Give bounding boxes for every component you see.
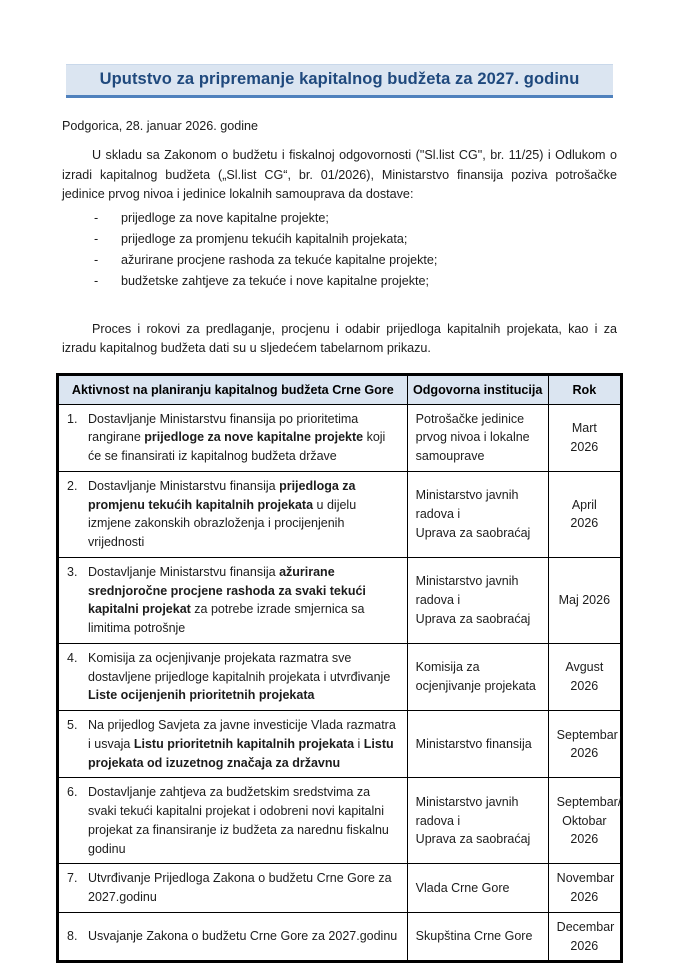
bullet-dash: - — [94, 273, 99, 288]
activity-segment: u dijelu izmjene zakonskih obrazloženja i procijenjenih vrijednosti — [88, 497, 357, 550]
activity-bold-segment: Listu projekata od izuzetnog značaja za državnu — [88, 736, 394, 770]
schedule-table-body — [58, 404, 622, 962]
activity-segment: Na prijedlog Savjeta za javne investicije Vlada razmatra i usvaja — [88, 718, 396, 751]
institution-cell: Ministarstvo javnih radova i Uprava za saobraćaj — [407, 778, 548, 864]
activity-wrap — [67, 649, 399, 705]
activity-wrap — [67, 716, 399, 772]
activity-cell — [58, 557, 408, 643]
row-number: 6. — [67, 785, 78, 800]
activity-segment: Utvrđivanje Prijedloga Zakona o budžetu Crne Gore za 2027.godinu — [88, 871, 392, 905]
deadline-cell: Novembar 2026 — [548, 864, 621, 913]
header-activity: Aktivnost na planiranju kapitalnog budžeta Crne Gore — [58, 374, 408, 404]
table-row — [58, 471, 622, 557]
bullet-text: ažurirane procjene rashoda za tekuće kapitalne projekte; — [121, 252, 438, 267]
activity-wrap — [67, 783, 399, 858]
document-title: Uputstvo za pripremanje kapitalnog budžeta za 2027. godinu — [99, 70, 580, 88]
activity-segment: za potrebe izrade smjernica sa limitima potrošnje — [88, 602, 365, 636]
activity-segment: i — [354, 736, 364, 751]
institution-cell: Skupština Crne Gore — [407, 912, 548, 962]
bullet-item — [62, 250, 617, 271]
bullet-item — [62, 271, 617, 292]
bullet-dash: - — [94, 252, 99, 267]
activity-text — [88, 649, 399, 705]
bullet-text: budžetske zahtjeve za tekuće i nove kapitalne projekte; — [121, 273, 430, 288]
row-number: 8. — [67, 929, 78, 944]
activity-text — [88, 869, 399, 907]
row-number: 2. — [67, 478, 78, 493]
activity-bold-segment: Listu prioritetnih kapitalnih projekata — [133, 736, 355, 751]
table-row — [58, 912, 622, 962]
activity-bold-segment: prijedloge za nove kapitalne projekte — [144, 430, 364, 445]
activity-text — [88, 927, 399, 946]
activity-wrap — [67, 563, 399, 638]
institution-cell: Ministarstvo javnih radova i Uprava za saobraćaj — [407, 557, 548, 643]
deadline-cell: Avgust 2026 — [548, 643, 621, 710]
deadline-cell: Septembar 2026 — [548, 711, 621, 778]
activity-bold-segment: prijedloga za promjenu tekućih kapitalnih projekata — [88, 478, 356, 512]
activity-segment: koji će se finansirati iz kapitalnog budžeta države — [88, 430, 386, 464]
process-paragraph: Proces i rokovi za predlaganje, procjenu i odabir prijedloga kapitalnih projekata, kao i za izradu kapitalnog budžeta dati su u sljedećem tabelarnom prikazu. — [62, 321, 617, 356]
row-number: 7. — [67, 871, 78, 886]
table-row — [58, 711, 622, 778]
deadline-cell: Maj 2026 — [548, 557, 621, 643]
activity-wrap — [67, 927, 399, 946]
table-row — [58, 404, 622, 471]
bullet-dash: - — [94, 231, 99, 246]
activity-text — [88, 563, 399, 638]
activity-wrap — [67, 477, 399, 552]
bullet-text: prijedloge za promjenu tekućih kapitalnih projekata; — [121, 231, 408, 246]
activity-cell — [58, 404, 408, 471]
deadline-cell: Septembar/ Oktobar 2026 — [548, 778, 621, 864]
bullet-item — [62, 208, 617, 229]
intro-paragraph: U skladu sa Zakonom o budžetu i fiskalnoj odgovornosti ("Sl.list CG", br. 11/25) i Odlukom o izradi kapitalnog budžeta („Sl.list CG“, br. 01/2026), Ministarstvo finansija poziva potrošačke jedinice prvog nivoa i jedinice lokalnih samouprava da dostave: — [62, 148, 617, 202]
activity-segment: Komisija za ocjenjivanje projekata razmatra sve dostavljene prijedloge kapitalnih projekata i utvrđivanje — [88, 650, 391, 684]
activity-cell — [58, 471, 408, 557]
table-row — [58, 643, 622, 710]
table-row — [58, 778, 622, 864]
activity-segment: Usvajanje Zakona o budžetu Crne Gore za 2027.godinu — [88, 929, 398, 944]
institution-cell: Potrošačke jedinice prvog nivoa i lokalne samouprave — [407, 404, 548, 471]
activity-text — [88, 716, 399, 772]
institution-cell: Ministarstvo javnih radova i Uprava za saobraćaj — [407, 471, 548, 557]
institution-cell: Komisija za ocjenjivanje projekata — [407, 643, 548, 710]
activity-cell — [58, 711, 408, 778]
activity-segment: Dostavljanje zahtjeva za budžetskim sredstvima za svaki tekući kapitalni projekat i odobreni novi kapitalni projekat za finansiranje iz budžeta za narednu fiskalnu godinu — [88, 785, 389, 856]
title-banner — [66, 64, 613, 98]
activity-cell — [58, 864, 408, 913]
deadline-cell: Mart 2026 — [548, 404, 621, 471]
table-row — [58, 557, 622, 643]
activity-text — [88, 783, 399, 858]
activity-wrap — [67, 410, 399, 466]
schedule-table — [56, 373, 623, 963]
institution-cell: Vlada Crne Gore — [407, 864, 548, 913]
row-number: 3. — [67, 564, 78, 579]
activity-segment: Dostavljanje Ministarstvu finansija po prioritetima rangirane — [88, 411, 359, 445]
activity-bold-segment: ažurirane srednjoročne procjene rashoda za svaki tekući kapitalni projekat — [88, 564, 366, 617]
row-number: 1. — [67, 411, 78, 426]
row-number: 5. — [67, 718, 78, 733]
table-row — [58, 864, 622, 913]
bullet-list — [62, 208, 617, 292]
deadline-cell: April 2026 — [548, 471, 621, 557]
table-header-row — [58, 374, 622, 404]
bullet-text: prijedloge za nove kapitalne projekte; — [121, 210, 329, 225]
bullet-dash: - — [94, 210, 99, 225]
date-line: Podgorica, 28. januar 2026. godine — [62, 119, 259, 133]
activity-segment: Dostavljanje Ministarstvu finansija — [88, 564, 280, 579]
activity-bold-segment: Liste ocijenjenih prioritetnih projekata — [88, 688, 315, 703]
activity-cell — [58, 912, 408, 962]
header-institution: Odgovorna institucija — [407, 374, 548, 404]
activity-wrap — [67, 869, 399, 907]
activity-cell — [58, 643, 408, 710]
activity-cell — [58, 778, 408, 864]
header-deadline: Rok — [548, 374, 621, 404]
activity-segment: Dostavljanje Ministarstvu finansija — [88, 478, 280, 493]
bullet-item — [62, 229, 617, 250]
activity-text — [88, 477, 399, 552]
activity-text — [88, 410, 399, 466]
institution-cell: Ministarstvo finansija — [407, 711, 548, 778]
row-number: 4. — [67, 650, 78, 665]
deadline-cell: Decembar 2026 — [548, 912, 621, 962]
